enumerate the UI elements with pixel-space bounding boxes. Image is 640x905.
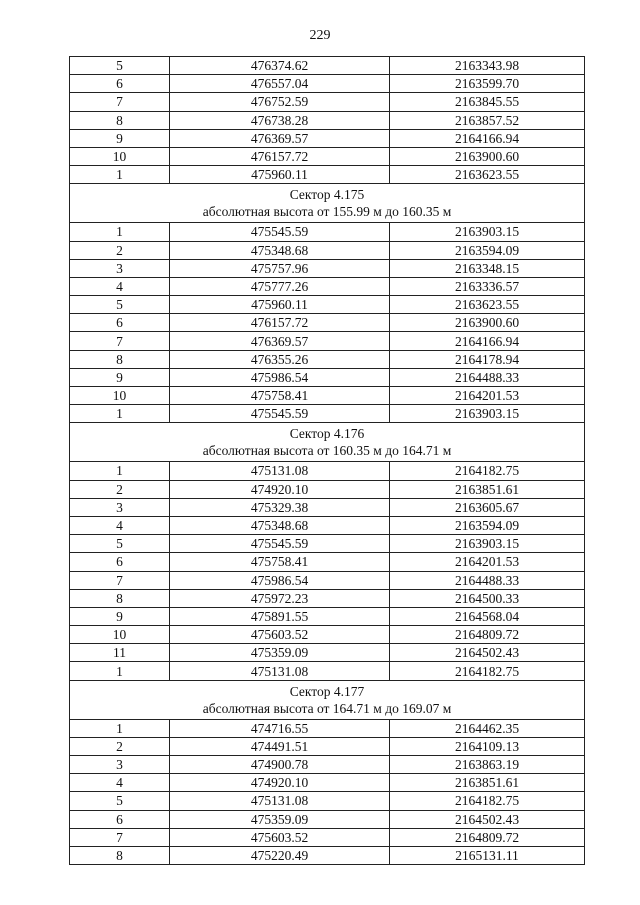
- y-coordinate-cell: 2163605.67: [390, 498, 585, 516]
- x-coordinate-cell: 474716.55: [170, 719, 390, 737]
- y-coordinate-cell: 2164182.75: [390, 792, 585, 810]
- y-coordinate-cell: 2163851.61: [390, 480, 585, 498]
- table-row: [70, 644, 585, 662]
- table-row: [70, 607, 585, 625]
- table-row: [70, 756, 585, 774]
- point-number-cell: 1: [70, 223, 170, 241]
- x-coordinate-cell: 475329.38: [170, 498, 390, 516]
- y-coordinate-cell: 2164178.94: [390, 350, 585, 368]
- x-coordinate-cell: 475758.41: [170, 553, 390, 571]
- table-row: [70, 129, 585, 147]
- x-coordinate-cell: 476374.62: [170, 57, 390, 75]
- point-number-cell: 2: [70, 241, 170, 259]
- point-number-cell: 1: [70, 719, 170, 737]
- table-row: [70, 792, 585, 810]
- x-coordinate-cell: 476738.28: [170, 111, 390, 129]
- x-coordinate-cell: 475359.09: [170, 810, 390, 828]
- table-row: [70, 405, 585, 423]
- point-number-cell: 5: [70, 296, 170, 314]
- page-number: 229: [309, 28, 331, 43]
- point-number-cell: 10: [70, 387, 170, 405]
- coordinates-table-body: [70, 57, 585, 865]
- y-coordinate-cell: 2164502.43: [390, 644, 585, 662]
- x-coordinate-cell: 475348.68: [170, 241, 390, 259]
- coordinates-table: [69, 56, 585, 865]
- table-row: [70, 387, 585, 405]
- point-number-cell: 9: [70, 129, 170, 147]
- table-row: [70, 774, 585, 792]
- point-number-cell: 3: [70, 756, 170, 774]
- x-coordinate-cell: 475359.09: [170, 644, 390, 662]
- x-coordinate-cell: 475960.11: [170, 296, 390, 314]
- point-number-cell: 1: [70, 405, 170, 423]
- point-number-cell: 1: [70, 166, 170, 184]
- table-row: [70, 828, 585, 846]
- table-row: [70, 75, 585, 93]
- y-coordinate-cell: 2164809.72: [390, 828, 585, 846]
- table-row: [70, 846, 585, 864]
- sector-header: [70, 423, 585, 462]
- y-coordinate-cell: 2164502.43: [390, 810, 585, 828]
- table-row: [70, 571, 585, 589]
- x-coordinate-cell: 474920.10: [170, 774, 390, 792]
- table-row: [70, 462, 585, 480]
- x-coordinate-cell: 475545.59: [170, 535, 390, 553]
- x-coordinate-cell: 474491.51: [170, 737, 390, 755]
- y-coordinate-cell: 2164500.33: [390, 589, 585, 607]
- y-coordinate-cell: 2164809.72: [390, 626, 585, 644]
- table-row: [70, 662, 585, 680]
- point-number-cell: 6: [70, 75, 170, 93]
- y-coordinate-cell: 2164488.33: [390, 571, 585, 589]
- table-row: [70, 166, 585, 184]
- y-coordinate-cell: 2164182.75: [390, 462, 585, 480]
- point-number-cell: 8: [70, 350, 170, 368]
- x-coordinate-cell: 476752.59: [170, 93, 390, 111]
- x-coordinate-cell: 476369.57: [170, 332, 390, 350]
- table-row: [70, 93, 585, 111]
- sector-title: Сектор 4.176: [289, 426, 365, 442]
- y-coordinate-cell: 2164166.94: [390, 332, 585, 350]
- x-coordinate-cell: 475757.96: [170, 259, 390, 277]
- y-coordinate-cell: 2163900.60: [390, 314, 585, 332]
- y-coordinate-cell: 2163594.09: [390, 516, 585, 534]
- x-coordinate-cell: 475986.54: [170, 368, 390, 386]
- point-number-cell: 4: [70, 516, 170, 534]
- point-number-cell: 8: [70, 589, 170, 607]
- table-row: [70, 259, 585, 277]
- table-row: [70, 719, 585, 737]
- table-row: [70, 223, 585, 241]
- point-number-cell: 9: [70, 607, 170, 625]
- sector-header-row: [70, 423, 585, 462]
- x-coordinate-cell: 475758.41: [170, 387, 390, 405]
- point-number-cell: 3: [70, 259, 170, 277]
- sector-header-row: [70, 184, 585, 223]
- table-row: [70, 368, 585, 386]
- y-coordinate-cell: 2163845.55: [390, 93, 585, 111]
- point-number-cell: 3: [70, 498, 170, 516]
- table-row: [70, 498, 585, 516]
- x-coordinate-cell: 476557.04: [170, 75, 390, 93]
- table-row: [70, 480, 585, 498]
- point-number-cell: 8: [70, 846, 170, 864]
- x-coordinate-cell: 475603.52: [170, 626, 390, 644]
- y-coordinate-cell: 2163900.60: [390, 147, 585, 165]
- x-coordinate-cell: 476157.72: [170, 147, 390, 165]
- x-coordinate-cell: 475545.59: [170, 405, 390, 423]
- x-coordinate-cell: 476355.26: [170, 350, 390, 368]
- sector-header-row: [70, 680, 585, 719]
- x-coordinate-cell: 474920.10: [170, 480, 390, 498]
- point-number-cell: 2: [70, 737, 170, 755]
- point-number-cell: 7: [70, 571, 170, 589]
- y-coordinate-cell: 2163336.57: [390, 277, 585, 295]
- x-coordinate-cell: 475891.55: [170, 607, 390, 625]
- y-coordinate-cell: 2163623.55: [390, 166, 585, 184]
- sector-altitude-range: абсолютная высота от 164.71 м до 169.07 м: [202, 700, 452, 716]
- table-row: [70, 296, 585, 314]
- point-number-cell: 5: [70, 57, 170, 75]
- x-coordinate-cell: 476369.57: [170, 129, 390, 147]
- point-number-cell: 9: [70, 368, 170, 386]
- point-number-cell: 10: [70, 626, 170, 644]
- point-number-cell: 10: [70, 147, 170, 165]
- point-number-cell: 4: [70, 277, 170, 295]
- x-coordinate-cell: 475131.08: [170, 792, 390, 810]
- point-number-cell: 6: [70, 553, 170, 571]
- sector-title: Сектор 4.175: [289, 187, 365, 203]
- x-coordinate-cell: 475131.08: [170, 462, 390, 480]
- point-number-cell: 11: [70, 644, 170, 662]
- y-coordinate-cell: 2164182.75: [390, 662, 585, 680]
- x-coordinate-cell: 474900.78: [170, 756, 390, 774]
- table-row: [70, 626, 585, 644]
- point-number-cell: 7: [70, 332, 170, 350]
- x-coordinate-cell: 475545.59: [170, 223, 390, 241]
- point-number-cell: 7: [70, 93, 170, 111]
- x-coordinate-cell: 476157.72: [170, 314, 390, 332]
- table-row: [70, 535, 585, 553]
- y-coordinate-cell: 2164201.53: [390, 387, 585, 405]
- x-coordinate-cell: 475972.23: [170, 589, 390, 607]
- y-coordinate-cell: 2164568.04: [390, 607, 585, 625]
- point-number-cell: 6: [70, 314, 170, 332]
- y-coordinate-cell: 2163594.09: [390, 241, 585, 259]
- y-coordinate-cell: 2163903.15: [390, 223, 585, 241]
- point-number-cell: 5: [70, 535, 170, 553]
- point-number-cell: 4: [70, 774, 170, 792]
- x-coordinate-cell: 475777.26: [170, 277, 390, 295]
- x-coordinate-cell: 475603.52: [170, 828, 390, 846]
- table-row: [70, 332, 585, 350]
- sector-header: [70, 680, 585, 719]
- y-coordinate-cell: 2163863.19: [390, 756, 585, 774]
- sector-title: Сектор 4.177: [289, 683, 365, 699]
- table-row: [70, 737, 585, 755]
- x-coordinate-cell: 475220.49: [170, 846, 390, 864]
- y-coordinate-cell: 2164166.94: [390, 129, 585, 147]
- table-row: [70, 516, 585, 534]
- point-number-cell: 1: [70, 462, 170, 480]
- y-coordinate-cell: 2163348.15: [390, 259, 585, 277]
- x-coordinate-cell: 475131.08: [170, 662, 390, 680]
- table-row: [70, 350, 585, 368]
- y-coordinate-cell: 2163851.61: [390, 774, 585, 792]
- y-coordinate-cell: 2164201.53: [390, 553, 585, 571]
- point-number-cell: 8: [70, 111, 170, 129]
- y-coordinate-cell: 2163623.55: [390, 296, 585, 314]
- y-coordinate-cell: 2164488.33: [390, 368, 585, 386]
- table-row: [70, 111, 585, 129]
- y-coordinate-cell: 2164462.35: [390, 719, 585, 737]
- sector-altitude-range: абсолютная высота от 160.35 м до 164.71 м: [202, 443, 452, 459]
- table-row: [70, 314, 585, 332]
- table-row: [70, 810, 585, 828]
- point-number-cell: 5: [70, 792, 170, 810]
- point-number-cell: 2: [70, 480, 170, 498]
- x-coordinate-cell: 475986.54: [170, 571, 390, 589]
- y-coordinate-cell: 2164109.13: [390, 737, 585, 755]
- table-row: [70, 277, 585, 295]
- y-coordinate-cell: 2163599.70: [390, 75, 585, 93]
- sector-altitude-range: абсолютная высота от 155.99 м до 160.35 м: [202, 204, 452, 220]
- table-row: [70, 553, 585, 571]
- point-number-cell: 1: [70, 662, 170, 680]
- point-number-cell: 7: [70, 828, 170, 846]
- y-coordinate-cell: 2163343.98: [390, 57, 585, 75]
- y-coordinate-cell: 2165131.11: [390, 846, 585, 864]
- table-row: [70, 147, 585, 165]
- table-row: [70, 589, 585, 607]
- y-coordinate-cell: 2163903.15: [390, 535, 585, 553]
- y-coordinate-cell: 2163857.52: [390, 111, 585, 129]
- x-coordinate-cell: 475348.68: [170, 516, 390, 534]
- sector-header: [70, 184, 585, 223]
- point-number-cell: 6: [70, 810, 170, 828]
- y-coordinate-cell: 2163903.15: [390, 405, 585, 423]
- table-row: [70, 241, 585, 259]
- table-row: [70, 57, 585, 75]
- x-coordinate-cell: 475960.11: [170, 166, 390, 184]
